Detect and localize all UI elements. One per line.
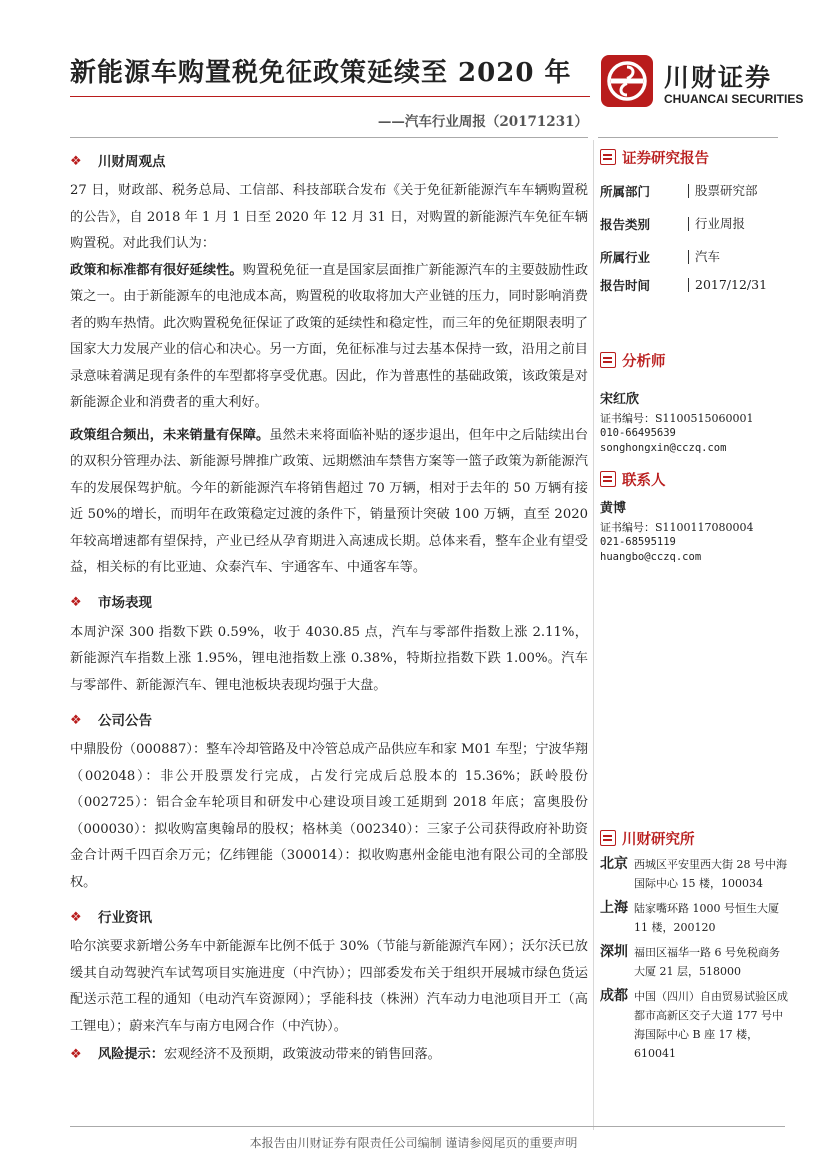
analyst-cert: 证书编号：S1100515060001 bbox=[600, 412, 754, 425]
office-city: 北京 bbox=[600, 856, 628, 872]
contact-phone: 021-68595119 bbox=[600, 536, 676, 548]
info-value: 2017/12/31 bbox=[688, 278, 767, 292]
sidebar-rule bbox=[598, 137, 778, 138]
office-city: 成都 bbox=[600, 988, 628, 1004]
paragraph-text: 中鼎股份（000887）：整车冷却管路及中冷管总成产品供应车和家 M01 车型；宁波华翔（002048）：非公开股票发行完成，占发行完成后总股本的 15.36%；跃岭股份（002725）：铝合金车轮项目和研发中心建设项目竣工延期到 2018 年底；富奥股份（000030）：拟收购富奥翰昂的股权；格林美（002340）：三家子公司获得政府补助资金合计两千四百余万元；亿纬锂能（300014）：拟收购惠州金能电池有限公司的全部股权。 bbox=[70, 742, 588, 890]
title-divider bbox=[70, 96, 590, 97]
contact-card bbox=[600, 498, 790, 565]
section-title: 行业资讯 bbox=[98, 909, 152, 926]
analyst-name: 宋红欣 bbox=[600, 392, 640, 407]
diamond-bullet-icon: ❖ bbox=[70, 712, 82, 728]
report-info-table bbox=[600, 174, 790, 297]
office-item bbox=[600, 987, 790, 1063]
section-title: 市场表现 bbox=[98, 595, 152, 612]
sidebar-heading-institute bbox=[600, 823, 790, 853]
info-value: 行业周报 bbox=[688, 217, 745, 231]
paragraph-text: 虽然未来将面临补贴的逐步退出，但年中之后陆续出台的双积分管理办法、新能源号牌推广政策、远期燃油车禁售方案等一篮子政策为新能源汽车的发展保驾护航。今年的新能源汽车将销售超过 70 万辆，相对于去年的 50 万辆有接近 50%的增长，而明年在政策稳定过渡的条件下，销量预计突破 100 万辆，直至 2020 年较高增速都有望保持，产业已经从孕育期进入高速成长期。总体来看，整车企业有望受益，相关标的有比亚迪、众泰汽车、宇通客车、中通客车等。 bbox=[70, 427, 589, 575]
sidebar-heading-report bbox=[600, 142, 790, 172]
section-title: 公司公告 bbox=[98, 712, 152, 729]
info-label: 所属行业 bbox=[600, 249, 651, 265]
info-row bbox=[600, 240, 790, 273]
analyst-phone: 010-66495639 bbox=[600, 427, 676, 439]
sidebar bbox=[600, 142, 790, 1069]
paragraph-text: 购置税免征一直是国家层面推广新能源汽车的主要鼓励性政策之一。由于新能源车的电池成本高，购置税的收取将加大产业链的压力，同时影响消费者的购车热情。此次购置税免征保证了政策的延续性和稳定性，而三年的免征期限表明了国家大力发展产业的信心和决心。另一方面，免征标准与过去基本保持一致，沿用之前目录意味着满足现有条件的车型都将享受优惠。因此，作为普惠性的基础政策，该政策是对新能源企业和消费者的重大利好。 bbox=[70, 262, 589, 410]
office-city: 上海 bbox=[600, 900, 628, 916]
info-label: 所属部门 bbox=[600, 183, 651, 199]
paragraph bbox=[70, 178, 588, 258]
section-heading-announcements bbox=[70, 705, 588, 737]
office-city: 深圳 bbox=[600, 944, 628, 960]
office-address: 陆家嘴环路 1000 号恒生大厦 11 楼，200120 bbox=[634, 902, 779, 934]
info-row bbox=[600, 207, 790, 240]
list-box-icon bbox=[600, 830, 616, 846]
main-column-rule bbox=[70, 137, 588, 138]
section-heading-industry-news bbox=[70, 902, 588, 934]
diamond-bullet-icon: ❖ bbox=[70, 1047, 82, 1062]
risk-text: 宏观经济不及预期，政策波动带来的销售回落。 bbox=[163, 1047, 441, 1062]
report-subtitle: ——汽车行业周报（20171231） bbox=[377, 114, 588, 130]
risk-lead: 风险提示： bbox=[98, 1047, 164, 1062]
paragraph-lead: 政策和标准都有很好延续性。 bbox=[70, 262, 243, 278]
paragraph bbox=[70, 423, 588, 582]
list-box-icon bbox=[600, 471, 616, 487]
diamond-bullet-icon: ❖ bbox=[70, 909, 82, 925]
info-value: 股票研究部 bbox=[688, 184, 758, 198]
office-item bbox=[600, 943, 790, 981]
risk-warning bbox=[70, 1042, 588, 1069]
report-title: 新能源车购置税免征政策延续至 2020 年 bbox=[70, 58, 572, 88]
office-address: 中国（四川）自由贸易试验区成都市高新区交子大道 177 号中海国际中心 B 座 17 楼，610041 bbox=[634, 990, 788, 1060]
info-row bbox=[600, 273, 790, 297]
main-column bbox=[70, 142, 588, 1069]
office-item bbox=[600, 899, 790, 937]
sidebar-heading-contact bbox=[600, 464, 790, 494]
logo-english-name: CHUANCAI SECURITIES bbox=[664, 92, 804, 106]
analyst-email[interactable]: songhongxin@cczq.com bbox=[600, 442, 727, 454]
paragraph-text: 哈尔滨要求新增公务车中新能源车比例不低于 30%（节能与新能源汽车网）；沃尔沃已放缓其自动驾驶汽车试驾项目实施进度（中汽协）；四部委发布关于组织开展城市绿色货运配送示范工程的通知（电动汽车资源网）；孚能科技（株洲）汽车动力电池项目开工（高工锂电）；蔚来汽车与南方电网合作（中汽协）。 bbox=[70, 939, 588, 1034]
info-label: 报告类别 bbox=[600, 216, 651, 232]
section-heading-weekly-view bbox=[70, 146, 588, 178]
section-heading-market bbox=[70, 588, 588, 620]
sidebar-heading-analyst bbox=[600, 345, 790, 375]
diamond-bullet-icon: ❖ bbox=[70, 153, 82, 169]
info-label: 报告时间 bbox=[600, 278, 651, 293]
contact-email[interactable]: huangbo@cczq.com bbox=[600, 551, 702, 563]
logo-chinese-name: 川财证券 bbox=[664, 63, 773, 92]
sidebar-heading-text: 联系人 bbox=[622, 471, 666, 489]
analyst-card bbox=[600, 389, 790, 456]
list-box-icon bbox=[600, 352, 616, 368]
office-list bbox=[600, 855, 790, 1063]
office-address: 福田区福华一路 6 号免税商务大厦 21 层，518000 bbox=[634, 946, 780, 978]
paragraph bbox=[70, 737, 588, 896]
footer-divider bbox=[70, 1126, 785, 1127]
paragraph-text: 本周沪深 300 指数下跌 0.59%，收于 4030.85 点，汽车与零部件指数上涨 2.11%，新能源汽车指数上涨 1.95%，锂电池指数上涨 0.38%，特斯拉指数下跌 1.00%。汽车与零部件、新能源汽车、锂电池板块表现均强于大盘。 bbox=[70, 624, 588, 693]
paragraph-lead: 政策组合频出，未来销量有保障。 bbox=[70, 427, 270, 443]
paragraph-text: 27 日，财政部、税务总局、工信部、科技部联合发布《关于免征新能源汽车车辆购置税的公告》，自 2018 年 1 月 1 日至 2020 年 12 月 31 日，对购置的新能源汽车免征车辆购置税。对此我们认为： bbox=[70, 183, 588, 251]
paragraph bbox=[70, 620, 588, 700]
info-value: 汽车 bbox=[688, 250, 720, 264]
paragraph bbox=[70, 258, 588, 417]
office-item bbox=[600, 855, 790, 893]
sidebar-heading-text: 川财研究所 bbox=[622, 830, 695, 848]
contact-name: 黄博 bbox=[600, 501, 627, 516]
column-divider bbox=[593, 140, 594, 1130]
list-box-icon bbox=[600, 149, 616, 165]
footer-disclaimer: 本报告由川财证券有限责任公司编制 谨请参阅尾页的重要声明 bbox=[249, 1136, 578, 1150]
info-row bbox=[600, 174, 790, 207]
paragraph bbox=[70, 934, 588, 1040]
chuancai-logo-icon bbox=[600, 54, 654, 108]
section-title: 川财周观点 bbox=[98, 153, 166, 170]
sidebar-heading-text: 证券研究报告 bbox=[622, 149, 709, 167]
contact-cert: 证书编号：S1100117080004 bbox=[600, 521, 754, 534]
office-address: 西城区平安里西大街 28 号中海国际中心 15 楼，100034 bbox=[634, 858, 787, 890]
sidebar-heading-text: 分析师 bbox=[622, 352, 666, 370]
diamond-bullet-icon: ❖ bbox=[70, 595, 82, 611]
company-logo bbox=[600, 52, 804, 112]
